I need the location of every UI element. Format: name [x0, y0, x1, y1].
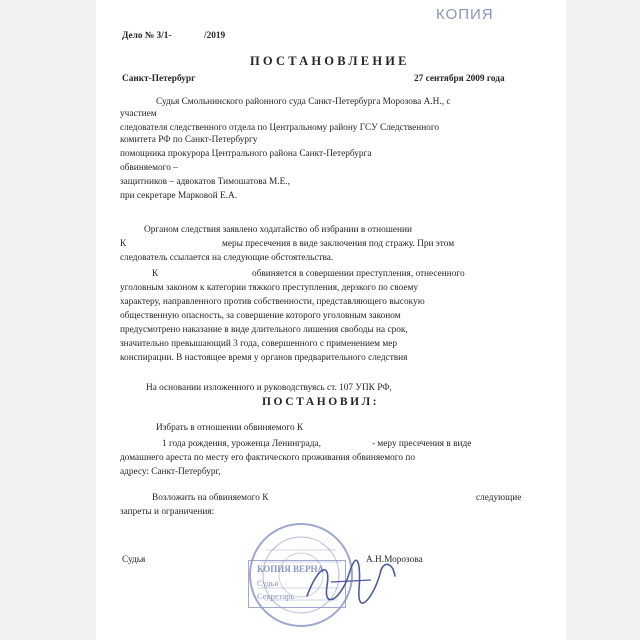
paragraph-line: обвиняется в совершении преступления, отнесенного — [252, 269, 465, 279]
city: Санкт-Петербург — [122, 74, 196, 84]
intro-line: комитета РФ по Санкт-Петербургу — [120, 135, 258, 145]
order-line: 1 года рождения, уроженца Ленинграда, — [162, 439, 321, 449]
imposition-line: Возложить на обвиняемого К — [152, 493, 269, 503]
order-line: Избрать в отношении обвиняемого К — [156, 423, 304, 433]
paragraph-line: уголовным законом к категории тяжкого преступления, дерзкого по своему — [120, 283, 419, 293]
paragraph-line: К — [152, 269, 159, 279]
order-line: адресу: Санкт-Петербург, — [120, 467, 221, 477]
judge-label: Судья — [122, 555, 146, 565]
intro-line: помощника прокурора Центрального района Санкт-Петербурга — [120, 149, 372, 159]
imposition-line: следующие — [476, 493, 522, 503]
imposition-line: запреты и ограничения: — [120, 507, 215, 517]
intro-line: при секретаре Марковой Е.А. — [120, 191, 238, 201]
paragraph-line: К — [120, 239, 127, 249]
paragraph-line: общественную опасность, за совершение которого уголовным законом — [120, 311, 401, 321]
paragraph-line: следователь ссылается на следующие обстоятельства. — [120, 253, 334, 263]
document-page — [96, 0, 566, 640]
intro-line: защитников – адвокатов Тимошатова М.Е., — [120, 177, 290, 187]
document-title: ПОСТАНОВЛЕНИЕ — [250, 54, 410, 68]
intro-line: следователя следственного отдела по Центральному району ГСУ Следственного — [120, 123, 440, 133]
copy-verified-title: КОПИЯ ВЕРНА — [257, 564, 325, 574]
resolved-heading: ПОСТАНОВИЛ: — [262, 396, 380, 408]
document-date: 27 сентября 2009 года — [414, 74, 505, 84]
paragraph-line: Органом следствия заявлено ходатайство об избрании в отношении — [144, 225, 412, 235]
signature-icon — [301, 556, 401, 608]
case-number: Дело № 3/1- — [122, 31, 172, 41]
paragraph-line: конспирации. В настоящее время у органов предварительного следствия — [120, 353, 408, 363]
intro-line: участием — [120, 109, 157, 119]
intro-line: Судья Смольнинского районного суда Санкт-Петербурга Морозова А.Н., с — [156, 97, 451, 107]
order-line: - меру пресечения в виде — [372, 439, 472, 449]
paragraph-line: предусмотрено наказание в виде длительного лишения свободы на срок, — [120, 325, 408, 335]
paragraph-line: характеру, направленного против собственности, представляющего высокую — [120, 297, 425, 307]
copy-stamp: КОПИЯ — [436, 6, 494, 23]
paragraph-line: меры пресечения в виде заключения под стражу. При этом — [222, 239, 455, 249]
order-line: домашнего ареста по месту его фактического проживания обвиняемого по — [120, 453, 415, 463]
intro-line: обвиняемого – — [120, 163, 178, 173]
case-year: /2019 — [204, 31, 226, 41]
basis-line: На основании изложенного и руководствуясь ст. 107 УПК РФ, — [146, 383, 392, 393]
paragraph-line: значительно превышающий 3 года, совершенного с применением мер — [120, 339, 397, 349]
stamp-line: Судья — [257, 578, 279, 588]
stamp-line: Секретарь — [257, 591, 295, 601]
judge-name: А.Н.Морозова — [366, 555, 423, 565]
